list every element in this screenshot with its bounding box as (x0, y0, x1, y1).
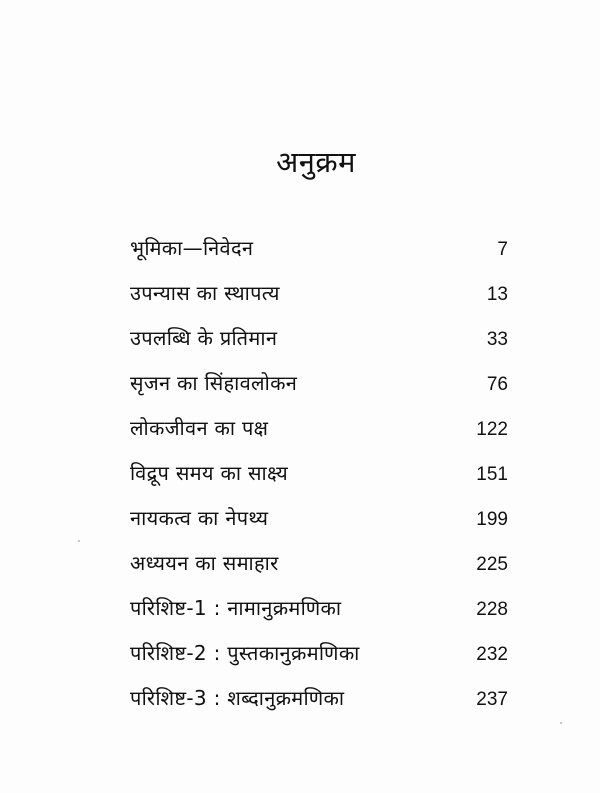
toc-entry-page-number: 232 (476, 644, 508, 665)
toc-entry-title: सृजन का सिंहावलोकन (130, 371, 298, 395)
toc-entry (130, 633, 508, 678)
toc-entry-title: परिशिष्ट-2 : पुस्तकानुक्रमणिका (130, 641, 360, 665)
toc-entry-title: विद्रूप समय का साक्ष्य (130, 461, 289, 485)
toc-entry (130, 453, 508, 498)
toc-entry-title: भूमिका—निवेदन (130, 236, 254, 260)
toc-entry-title: उपन्यास का स्थापत्य (130, 281, 280, 305)
table-of-contents (130, 228, 508, 723)
toc-entry-page-number: 151 (476, 464, 508, 485)
toc-entry-page-number: 228 (476, 599, 508, 620)
toc-entry-page-number: 122 (476, 419, 508, 440)
toc-entry (130, 318, 508, 363)
toc-entry-page-number: 237 (476, 689, 508, 710)
toc-entry-page-number: 7 (497, 239, 508, 260)
paper-speck (78, 540, 80, 542)
toc-entry (130, 363, 508, 408)
toc-entry (130, 228, 508, 273)
toc-entry-page-number: 33 (486, 329, 508, 350)
page-title: अनुक्रम (276, 145, 356, 179)
toc-entry (130, 588, 508, 633)
toc-entry-title: परिशिष्ट-3 : शब्दानुक्रमणिका (130, 686, 345, 710)
toc-entry-title: लोकजीवन का पक्ष (130, 416, 269, 440)
toc-entry-title: नायकत्व का नेपथ्य (130, 506, 269, 530)
toc-entry (130, 543, 508, 588)
toc-entry (130, 408, 508, 453)
toc-entry-title: परिशिष्ट-1 : नामानुक्रमणिका (130, 596, 342, 620)
toc-entry-title: उपलब्धि के प्रतिमान (130, 326, 278, 350)
toc-entry-page-number: 76 (486, 374, 508, 395)
toc-entry-page-number: 225 (476, 554, 508, 575)
toc-entry-page-number: 199 (476, 509, 508, 530)
toc-entry (130, 273, 508, 318)
toc-entry-page-number: 13 (486, 284, 508, 305)
toc-entry (130, 498, 508, 543)
paper-speck (560, 722, 562, 724)
toc-entry (130, 678, 508, 723)
toc-entry-title: अध्ययन का समाहार (130, 551, 279, 575)
